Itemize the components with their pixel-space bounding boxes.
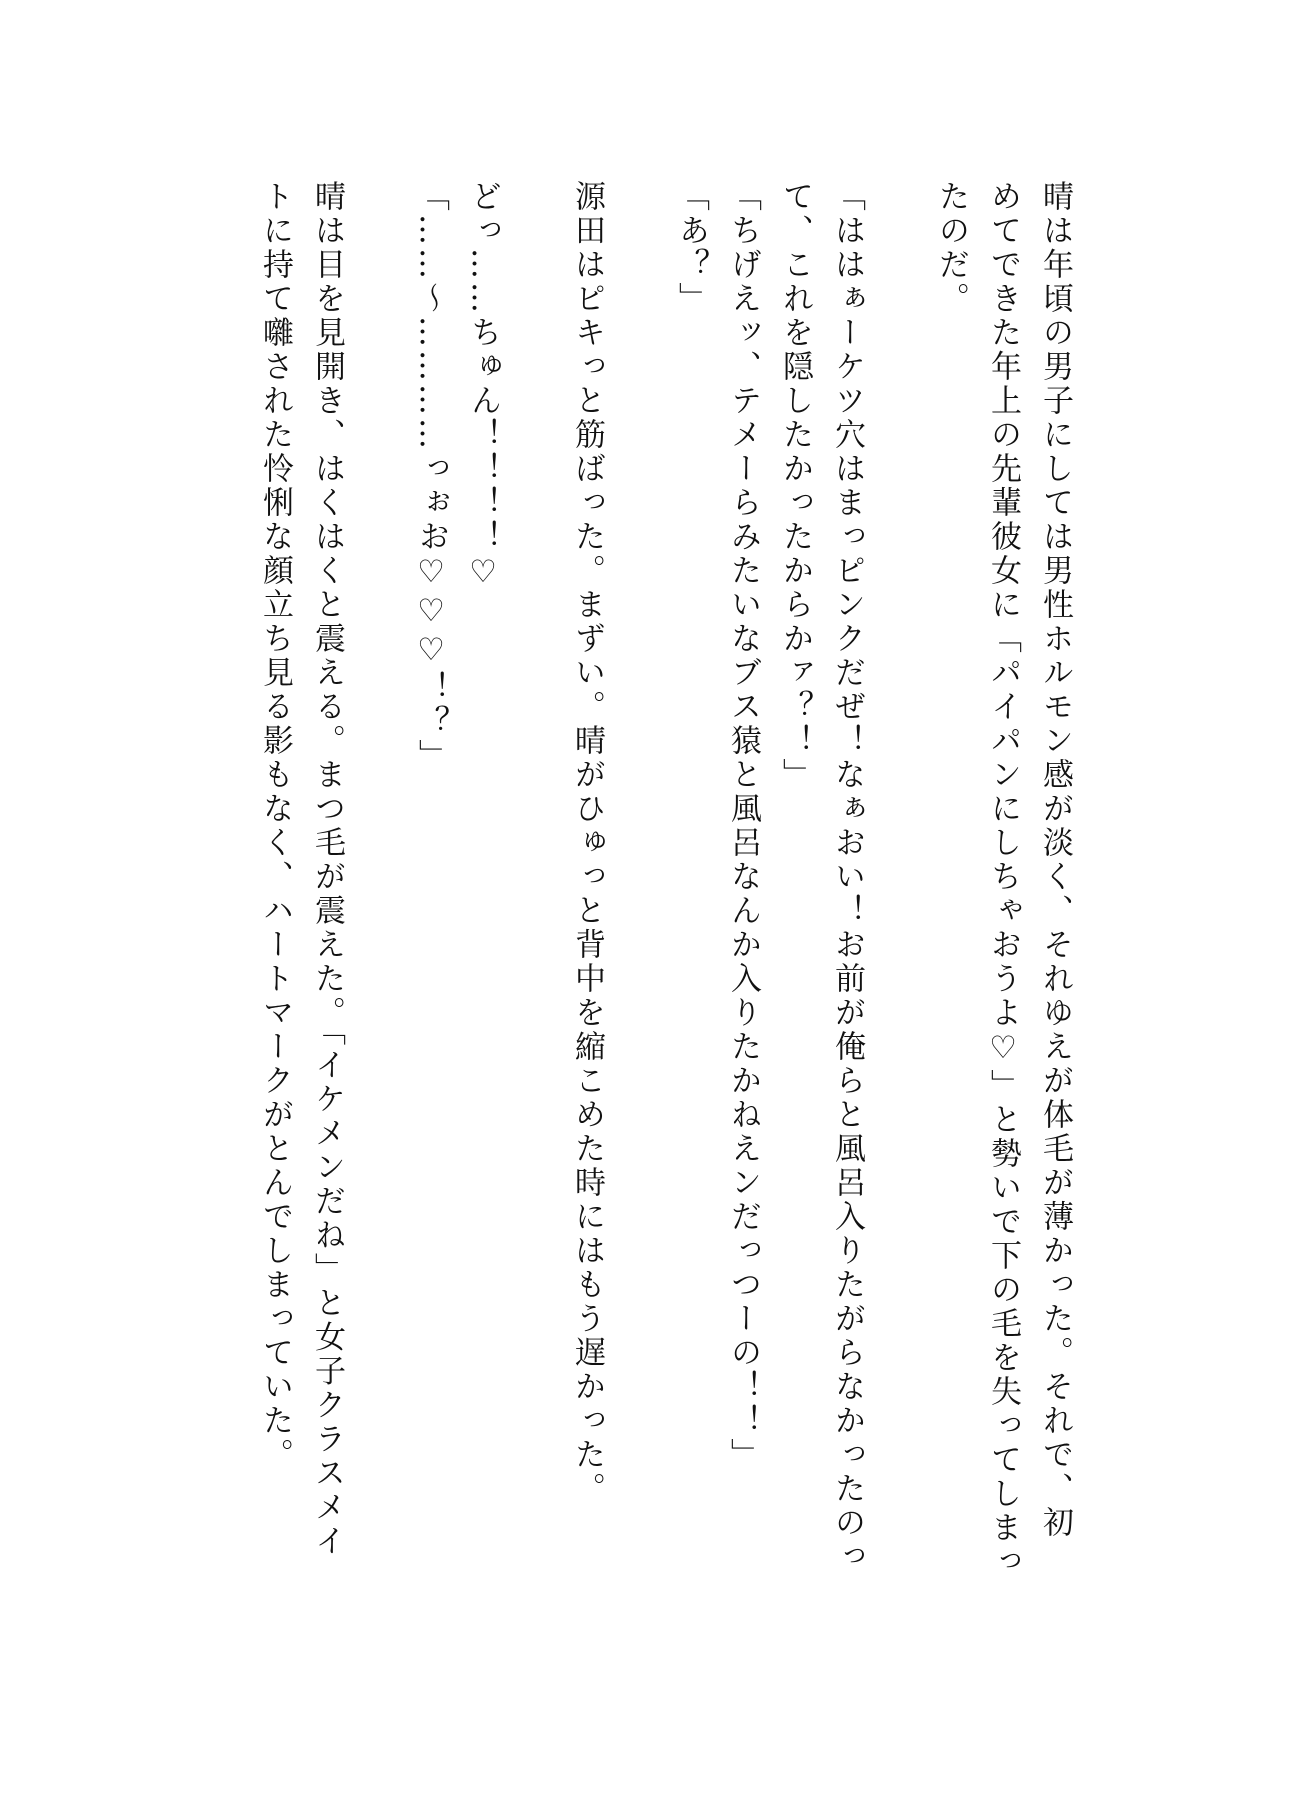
text-line: 「ははぁーケツ穴はまっピンクだぜ！なぁおい！お前が俺らと風呂入りたがらなかったのっ: [829, 180, 865, 1574]
paragraph-break: [873, 180, 925, 1640]
text-line: たのだ。: [933, 180, 969, 316]
text-line: 晴は目を見開き、はくはくと震える。まつ毛が震えた。「イケメンだね」と女子クラスメイ: [309, 180, 345, 1559]
text-line: どっ……ちゅん！！！！♡: [465, 180, 501, 593]
paragraph-break: [353, 180, 405, 1640]
text-line: めてできた年上の先輩彼女に「パイパンにしちゃおうよ♡」と勢いで下の毛を失ってしまっ: [985, 180, 1021, 1579]
text-line: 「あ？」: [673, 180, 709, 316]
paragraph-break: [613, 180, 665, 1640]
text-line: 源田はピキっと筋ばった。まずい。晴がひゅっと背中を縮こめた時にはもう遅かった。: [569, 180, 605, 1506]
text-line: て、これを隠したかったからかァ？！」: [777, 180, 813, 792]
text-line: 「……〜…………っぉお♡♡♡！？」: [413, 180, 449, 773]
paragraph-break: [509, 180, 561, 1640]
text-line: 晴は年頃の男子にしては男性ホルモン感が淡く、それゆえが体毛が薄かった。それで、初: [1037, 180, 1073, 1540]
text-line: トに持て囃された怜悧な顔立ち見る影もなく、ハートマークがとんでしまっていた。: [257, 180, 293, 1472]
vertical-text-body: [249, 180, 1081, 1640]
text-line: 「ちげえッ、テメーらみたいなブス猿と風呂なんか入りたかねえンだっつーの！！」: [725, 180, 761, 1472]
